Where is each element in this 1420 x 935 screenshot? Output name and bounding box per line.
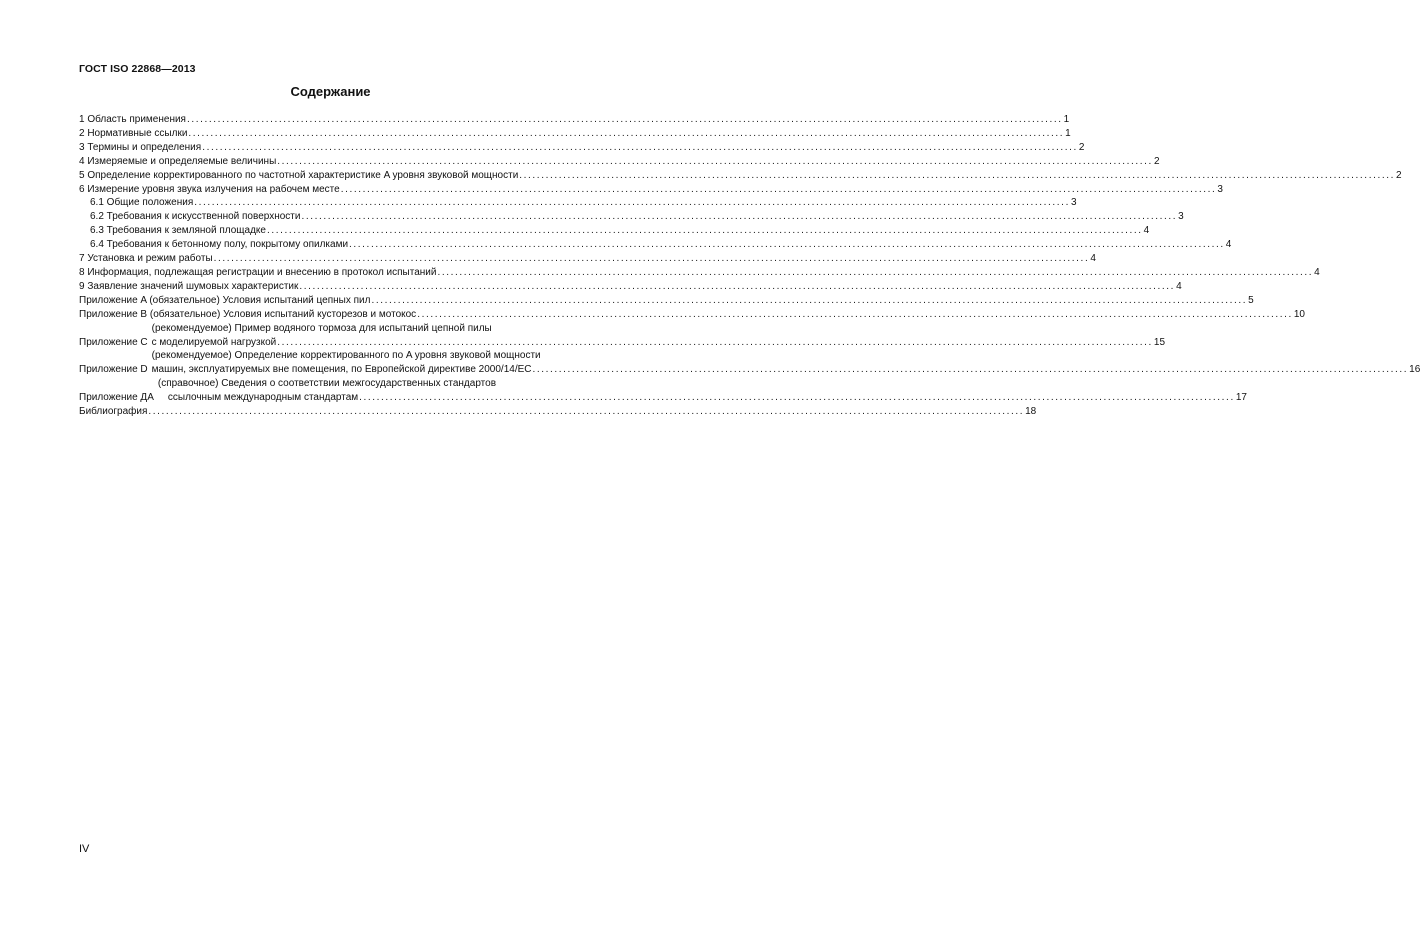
toc-entry-label: 4 Измеряемые и определяемые величины (79, 155, 277, 167)
annex-body (148, 349, 1420, 377)
toc-entry-page: 2 (1153, 155, 1160, 167)
leader-dots: ........................................................................................................................................................................................................ (194, 197, 1070, 209)
annex-title-line1: (рекомендуемое) Пример водяного тормоза для испытаний цепной пилы (151, 322, 492, 334)
toc-entry-label: 6.3 Требования к земляной площадке (90, 225, 266, 237)
leader-dots: ........................................................................................................................................................................................................ (301, 211, 1178, 223)
toc-entry-annex-c[interactable] (79, 322, 1166, 350)
toc-entry-annex-a[interactable] (79, 294, 1254, 308)
annex-title-line1: (рекомендуемое) Определение корректированного по A уровня звуковой мощности (151, 350, 541, 362)
toc-entry-page: 17 (1235, 392, 1247, 404)
annex-head: Приложение ДА (79, 392, 154, 404)
toc-entry-page: 4 (1090, 253, 1096, 265)
leader-dots: ........................................................................................................................................................................................................ (299, 280, 1176, 292)
toc-entry-page: 5 (1248, 294, 1254, 306)
toc-entry-label: 6.1 Общие положения (90, 197, 194, 209)
toc-entry-5[interactable] (79, 169, 1402, 183)
toc-entry-annex-d[interactable] (79, 349, 1420, 377)
toc-entry-6-2[interactable] (79, 210, 1184, 224)
toc-entry-page: 1 (1063, 114, 1070, 125)
leader-dots: ........................................................................................................................................................................................................ (417, 308, 1293, 320)
toc-entry-6-4[interactable] (79, 238, 1232, 252)
leader-dots: ........................................................................................................................................................................................................ (186, 114, 1063, 125)
toc-entry-9[interactable] (79, 280, 1182, 294)
toc-entry-1[interactable] (79, 113, 1070, 127)
leader-dots: ........................................................................................................................................................................................................ (519, 169, 1395, 181)
toc-entry-label: Библиография (79, 406, 148, 418)
leader-dots: ........................................................................................................................................................................................................ (349, 239, 1225, 251)
page-number: IV (79, 843, 90, 855)
annex-title-line2: ссылочным международным стандартам (167, 392, 359, 404)
toc-entry-label: Приложение B (обязательное) Условия испытаний кусторезов и мотокос (79, 308, 417, 320)
toc-entry-page: 2 (1078, 141, 1085, 153)
toc-entry-7[interactable] (79, 252, 1096, 266)
toc-entry-page: 3 (1178, 211, 1184, 223)
toc-entry-label: 1 Область применения (79, 114, 186, 125)
toc-entry-3[interactable] (79, 141, 1085, 155)
toc-entry-page: 4 (1225, 239, 1232, 251)
annex-body (154, 377, 1247, 405)
toc-entry-bibliography[interactable] (79, 405, 1037, 419)
toc-entry-page: 16 (1409, 364, 1420, 376)
toc-entry-2[interactable] (79, 127, 1071, 141)
toc-entry-label: 2 Нормативные ссылки (79, 127, 188, 139)
annex-title-line1: (справочное) Сведения о соответствии межгосударственных стандартов (157, 378, 496, 390)
toc-entry-page: 4 (1314, 266, 1320, 278)
toc-entry-label: 6.2 Требования к искусственной поверхности (90, 211, 301, 223)
document-header: ГОСТ ISO 22868—2013 (79, 63, 196, 75)
toc-entry-label: 6.4 Требования к бетонному полу, покрытому опилками (90, 239, 349, 251)
toc-entry-4[interactable] (79, 155, 1160, 169)
annex-head: Приложение D (79, 364, 148, 376)
toc-entry-page: 3 (1217, 183, 1223, 195)
toc-entry-label: 6 Измерение уровня звука излучения на рабочем месте (79, 183, 340, 195)
toc-entry-page: 10 (1293, 308, 1305, 320)
toc-entry-page: 1 (1065, 127, 1071, 139)
toc-entry-label: 9 Заявление значений шумовых характеристик (79, 280, 299, 292)
annex-title-line2: с моделируемой нагрузкой (151, 336, 277, 348)
toc-entry-annex-da[interactable] (79, 377, 1247, 405)
toc-title: Содержание (290, 84, 371, 99)
toc-entry-page: 3 (1070, 197, 1077, 209)
toc-entry-label: 8 Информация, подлежащая регистрации и внесению в протокол испытаний (79, 266, 437, 278)
leader-dots: ........................................................................................................................................................................................................ (202, 141, 1078, 153)
toc-entry-page: 18 (1025, 406, 1037, 418)
leader-dots: ........................................................................................................................................................................................................ (371, 294, 1248, 306)
toc-entry-6[interactable] (79, 183, 1223, 197)
toc-entry-label: 3 Термины и определения (79, 141, 202, 153)
leader-dots: ........................................................................................................................................................................................................ (148, 406, 1025, 418)
leader-dots: ........................................................................................................................................................................................................ (340, 183, 1217, 195)
toc-entry-page: 4 (1176, 280, 1182, 292)
toc-entry-6-1[interactable] (79, 196, 1077, 210)
table-of-contents (79, 113, 1420, 419)
annex-body (148, 322, 1166, 350)
toc-entry-label: 5 Определение корректированного по частотной характеристике A уровня звуковой мощности (79, 169, 519, 181)
leader-dots: ........................................................................................................................................................................................................ (437, 266, 1314, 278)
leader-dots: ........................................................................................................................................................................................................ (266, 225, 1143, 237)
toc-entry-annex-b[interactable] (79, 308, 1305, 322)
toc-entry-label: 7 Установка и режим работы (79, 253, 213, 265)
toc-entry-6-3[interactable] (79, 224, 1150, 238)
leader-dots: ........................................................................................................................................................................................................ (532, 364, 1409, 376)
toc-entry-page: 2 (1395, 169, 1402, 181)
leader-dots: ........................................................................................................................................................................................................ (277, 155, 1153, 167)
toc-entry-page: 15 (1153, 336, 1166, 348)
toc-entry-page: 4 (1143, 225, 1150, 237)
leader-dots: ........................................................................................................................................................................................................ (188, 127, 1065, 139)
toc-entry-label: Приложение A (обязательное) Условия испытаний цепных пил (79, 294, 371, 306)
leader-dots: ........................................................................................................................................................................................................ (277, 336, 1153, 348)
annex-title-line2: машин, эксплуатируемых вне помещения, по Европейской директиве 2000/14/ЕС (151, 364, 532, 376)
leader-dots: ........................................................................................................................................................................................................ (213, 253, 1090, 265)
annex-head: Приложение C (79, 336, 148, 348)
toc-entry-8[interactable] (79, 266, 1320, 280)
leader-dots: ........................................................................................................................................................................................................ (359, 392, 1235, 404)
